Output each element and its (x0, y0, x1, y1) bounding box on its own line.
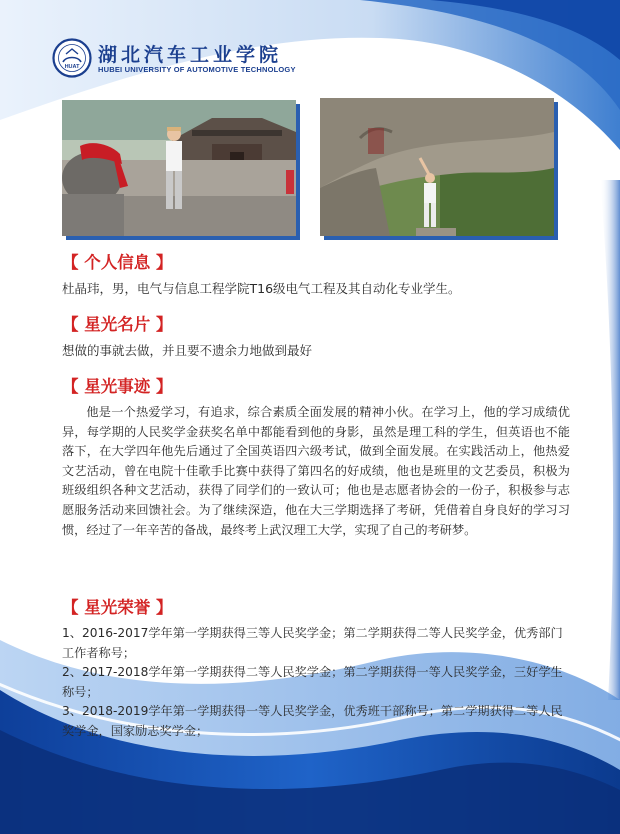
list-item: 1、2016-2017学年第一学期获得三等人民奖学金；第二学期获得二等人民奖学金，优秀部门工作者称号； (62, 626, 563, 660)
list-item: 3、2018-2019学年第一学期获得一等人民奖学金，优秀班干部称号；第二学期获得二等人民奖学金，国家励志奖学金； (62, 704, 563, 738)
school-name-en: HUBEI UNIVERSITY OF AUTOMOTIVE TECHNOLOGY (98, 65, 296, 74)
personal-info-heading: 【 个人信息 】 (62, 253, 173, 272)
motto-text: 想做的事就去做，并且要不遗余力地做到最好 (62, 343, 313, 358)
temple-lion-photo (62, 100, 296, 236)
motto-heading: 【 星光名片 】 (62, 315, 173, 334)
university-seal-icon (52, 38, 92, 78)
honors-heading: 【 星光荣誉 】 (62, 598, 173, 617)
rock-cliff-photo (320, 98, 554, 236)
story-heading: 【 星光事迹 】 (62, 377, 173, 396)
list-item: 2、2017-2018学年第一学期获得二等人民奖学金；第二学期获得一等人民奖学金，三好学生称号； (62, 665, 563, 699)
seal-text: HUAT (64, 64, 80, 70)
school-name-cn: 湖北汽车工业学院 (98, 44, 283, 66)
personal-info-text: 杜晶玮，男，电气与信息工程学院T16级电气工程及其自动化专业学生。 (62, 281, 461, 296)
story-paragraph: 他是一个热爱学习，有追求，综合素质全面发展的精神小伙。在学习上，他的学习成绩优异，每学期的人民奖学金获奖名单中都能看到他的身影，虽然是理工科的学生，但英语也不能落下，在大学四年他先后通过了全国英语四六级考试，做到全面发展。在实践活动上，他热爱文艺活动，曾在电院十佳歌手比赛中获得了第四名的好成绩，他也是班里的文艺委员，积极为班级组织各种文艺活动，获得了同学们的一致认可；他也是志愿者协会的一份子，积极参与志愿服务活动来回馈社会。为了继续深造，他在大三学期选择了考研，凭借着自身良好的学习习惯，经过了一年辛苦的备战，最终考上武汉理工大学，实现了自己的考研梦。 (62, 405, 570, 537)
honors-list (62, 624, 570, 741)
university-logo (52, 38, 296, 80)
